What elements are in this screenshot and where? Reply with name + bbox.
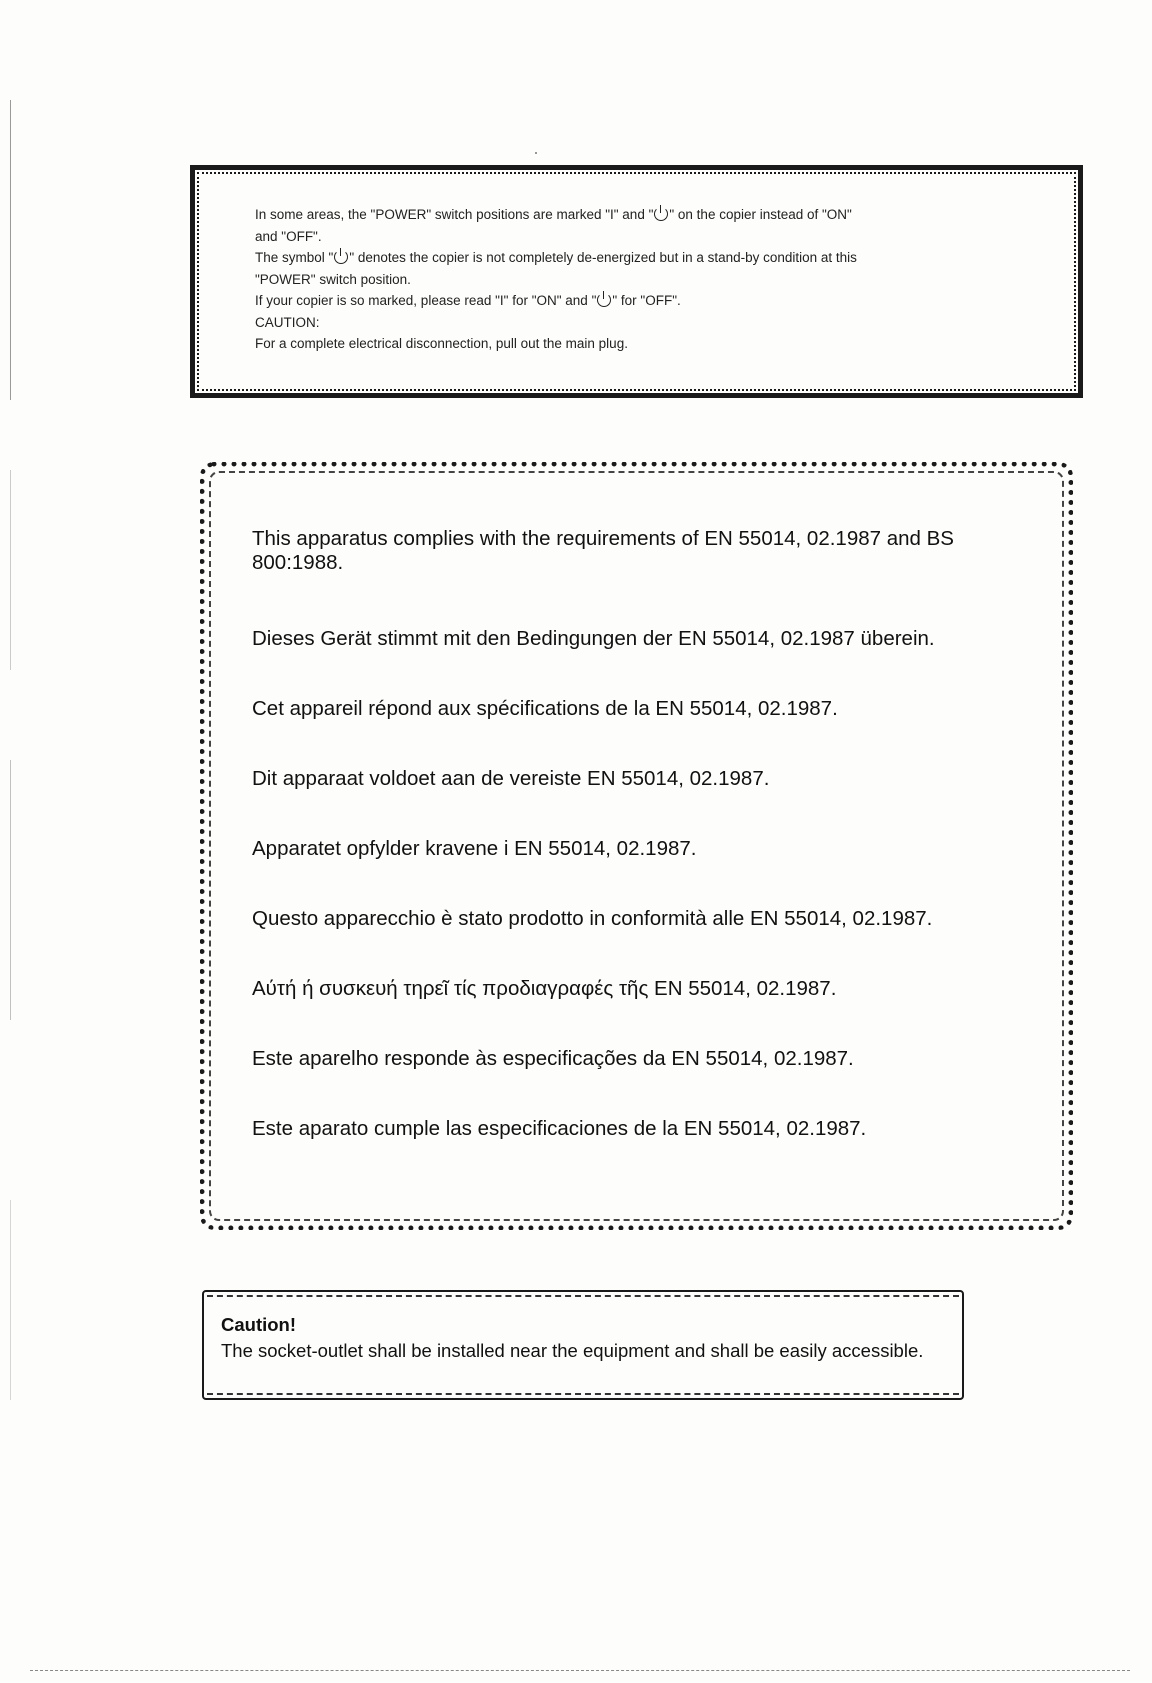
compliance-statement-pt: Este aparelho responde às especificações da EN 55014, 02.1987. xyxy=(252,1047,854,1070)
compliance-statement-el: Αύτή ή συσκευή τηρεῖ τίς προδιαγραφές τῆς EN 55014, 02.1987. xyxy=(252,977,837,1000)
standby-symbol-icon xyxy=(654,207,668,221)
compliance-content xyxy=(252,527,1028,1141)
compliance-statement-en: This apparatus complies with the requirements of EN 55014, 02.1987 and BS 800:1988. xyxy=(252,527,954,574)
power-switch-notice-box xyxy=(190,165,1083,398)
power-notice-caution-text: For a complete electrical disconnection, pull out the main plug. xyxy=(255,336,628,351)
compliance-statement-da: Apparatet opfylder kravene i EN 55014, 02.1987. xyxy=(252,837,697,860)
scan-edge xyxy=(10,470,11,670)
power-notice-text: " denotes the copier is not completely de-energized but in a stand-by condition at this xyxy=(349,250,857,265)
power-notice-line: "POWER" switch position. xyxy=(255,271,411,287)
power-notice-text: The symbol " xyxy=(255,250,334,265)
caution-body: The socket-outlet shall be installed near the equipment and shall be easily accessible. xyxy=(221,1340,924,1361)
power-notice-content xyxy=(255,204,1018,355)
scan-edge xyxy=(10,100,11,400)
power-notice-caution-label: CAUTION: xyxy=(255,314,320,330)
compliance-statement-nl: Dit apparaat voldoet aan de vereiste EN 55014, 02.1987. xyxy=(252,767,770,790)
compliance-statement-es: Este aparato cumple las especificaciones de la EN 55014, 02.1987. xyxy=(252,1117,867,1140)
compliance-statement-fr: Cet appareil répond aux spécifications de la EN 55014, 02.1987. xyxy=(252,697,838,720)
power-notice-text: In some areas, the "POWER" switch positions are marked "I" and " xyxy=(255,207,654,222)
scan-edge xyxy=(10,760,11,1020)
power-notice-line xyxy=(255,247,1018,269)
standby-symbol-icon xyxy=(597,293,611,307)
power-notice-text: If your copier is so marked, please read "I" for "ON" and " xyxy=(255,293,597,308)
compliance-statements-box xyxy=(200,462,1073,1230)
scan-speck xyxy=(535,152,537,154)
standby-symbol-icon xyxy=(334,250,348,264)
scan-edge xyxy=(10,1200,11,1400)
caution-box xyxy=(202,1290,964,1400)
power-notice-text: " for "OFF". xyxy=(612,293,681,308)
power-notice-line xyxy=(255,204,1018,226)
power-notice-line: and "OFF". xyxy=(255,228,322,244)
compliance-statement-de: Dieses Gerät stimmt mit den Bedingungen der EN 55014, 02.1987 überein. xyxy=(252,627,935,650)
power-notice-text: " on the copier instead of "ON" xyxy=(669,207,852,222)
caution-title: Caution! xyxy=(221,1314,297,1335)
power-notice-line xyxy=(255,290,1018,312)
footer-rule xyxy=(30,1670,1130,1671)
compliance-statement-it: Questo apparecchio è stato prodotto in conformità alle EN 55014, 02.1987. xyxy=(252,907,933,930)
caution-content xyxy=(221,1312,946,1364)
